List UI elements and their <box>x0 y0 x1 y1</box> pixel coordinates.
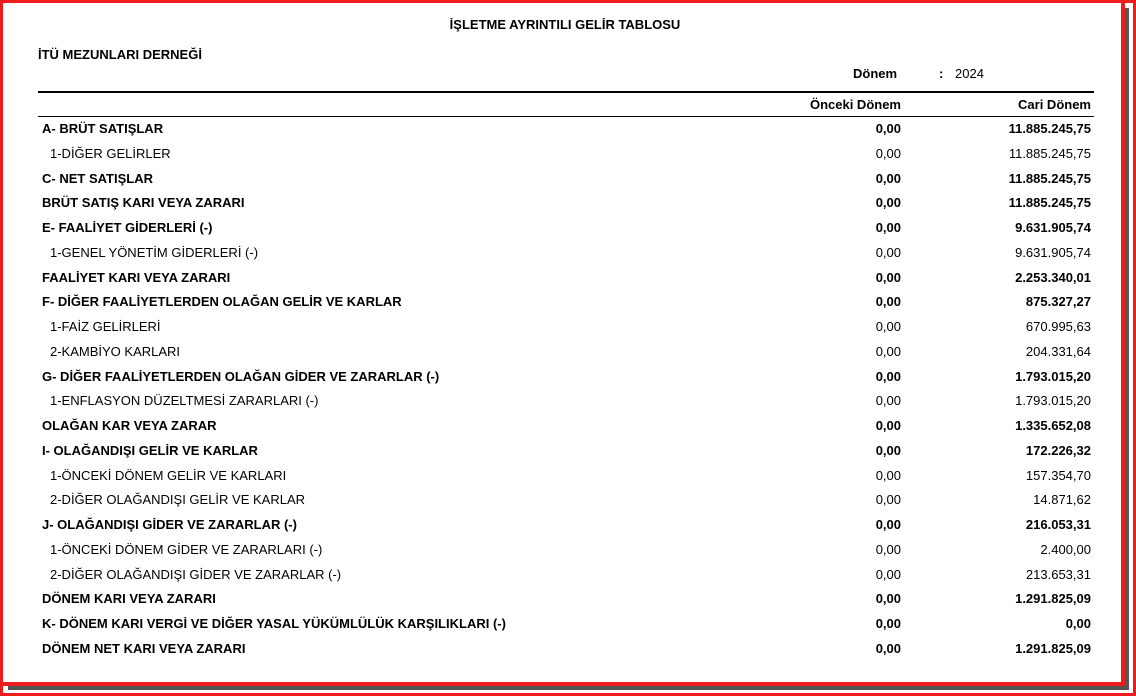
row-current-value: 1.793.015,20 <box>1015 368 1091 384</box>
row-previous-value: 0,00 <box>875 269 901 285</box>
row-label: 1-GENEL YÖNETİM GİDERLERİ (-) <box>50 244 259 260</box>
row-label: E- FAALİYET GİDERLERİ (-) <box>42 220 213 235</box>
organization-name: İTÜ MEZUNLARI DERNEĞİ <box>38 47 202 62</box>
table-row <box>38 464 1094 489</box>
row-label: 1-ENFLASYON DÜZELTMESİ ZARARLARI (-) <box>50 393 319 409</box>
table-row <box>38 191 1094 216</box>
row-current-value: 11.885.245,75 <box>1008 145 1091 161</box>
row-current-value: 875.327,27 <box>1025 294 1091 310</box>
row-label: FAALİYET KARI VEYA ZARARI <box>42 269 231 285</box>
row-previous-value: 0,00 <box>875 195 901 211</box>
column-header-previous: Önceki Dönem <box>809 97 901 112</box>
row-current-value: 9.631.905,74 <box>1015 220 1091 235</box>
row-current-value: 670.995,63 <box>1025 319 1091 334</box>
row-label: 1-ÖNCEKİ DÖNEM GELİR VE KARLARI <box>50 467 287 483</box>
table-row <box>38 340 1094 365</box>
row-label: 2-DİĞER OLAĞANDIŞI GELİR VE KARLAR <box>50 492 306 508</box>
row-label: K- DÖNEM KARI VERGİ VE DİĞER YASAL YÜKÜMLÜLÜK KARŞILIKLARI (-) <box>42 616 506 631</box>
table-row <box>38 241 1094 266</box>
income-statement-table <box>38 117 1094 662</box>
period-separator: : <box>939 66 944 81</box>
row-previous-value: 0,00 <box>875 442 901 458</box>
row-label: C- NET SATIŞLAR <box>42 170 153 186</box>
row-previous-value: 0,00 <box>875 319 901 334</box>
row-previous-value: 0,00 <box>875 591 901 607</box>
table-row <box>38 538 1094 563</box>
row-label: J- OLAĞANDIŞI GİDER VE ZARARLAR (-) <box>42 517 297 532</box>
table-row <box>38 266 1094 291</box>
period-value: 2024 <box>955 66 984 81</box>
table-row <box>38 290 1094 315</box>
table-row <box>38 167 1094 192</box>
row-label: 1-ÖNCEKİ DÖNEM GİDER VE ZARARLARI (-) <box>50 541 323 557</box>
row-current-value: 2.253.340,01 <box>1015 269 1091 285</box>
row-previous-value: 0,00 <box>875 566 901 582</box>
row-previous-value: 0,00 <box>875 145 901 161</box>
row-previous-value: 0,00 <box>875 492 901 508</box>
table-row <box>38 587 1094 612</box>
row-label: DÖNEM NET KARI VEYA ZARARI <box>42 640 246 656</box>
row-current-value: 213.653,31 <box>1025 566 1091 582</box>
period-label: Dönem <box>853 66 898 81</box>
row-label: DÖNEM KARI VEYA ZARARI <box>42 591 216 607</box>
row-current-value: 14.871,62 <box>1033 492 1091 508</box>
row-label: 1-FAİZ GELİRLERİ <box>50 319 161 334</box>
frame-shadow-right <box>1125 8 1129 690</box>
table-row <box>38 216 1094 241</box>
row-label: OLAĞAN KAR VEYA ZARAR <box>42 418 217 433</box>
table-row <box>38 563 1094 588</box>
table-row <box>38 117 1094 142</box>
row-label: A- BRÜT SATIŞLAR <box>42 121 164 136</box>
table-row <box>38 389 1094 414</box>
row-previous-value: 0,00 <box>875 393 901 409</box>
table-row <box>38 439 1094 464</box>
row-previous-value: 0,00 <box>875 467 901 483</box>
row-current-value: 216.053,31 <box>1025 517 1091 532</box>
row-previous-value: 0,00 <box>875 244 901 260</box>
report-title: İŞLETME AYRINTILI GELİR TABLOSU <box>449 17 681 32</box>
row-current-value: 1.291.825,09 <box>1015 591 1091 607</box>
row-current-value: 11.885.245,75 <box>1008 121 1091 136</box>
table-row <box>38 488 1094 513</box>
row-previous-value: 0,00 <box>875 343 901 359</box>
row-previous-value: 0,00 <box>875 121 901 136</box>
table-row <box>38 315 1094 340</box>
row-current-value: 172.226,32 <box>1025 442 1091 458</box>
row-label: 1-DİĞER GELİRLER <box>50 145 171 161</box>
row-previous-value: 0,00 <box>875 541 901 557</box>
row-current-value: 204.331,64 <box>1025 343 1091 359</box>
row-current-value: 157.354,70 <box>1025 467 1091 483</box>
table-row <box>38 513 1094 538</box>
row-current-value: 11.885.245,75 <box>1008 170 1091 186</box>
row-previous-value: 0,00 <box>875 220 901 235</box>
table-row <box>38 142 1094 167</box>
table-row <box>38 612 1094 637</box>
row-current-value: 11.885.245,75 <box>1008 195 1091 211</box>
table-row <box>38 414 1094 439</box>
row-previous-value: 0,00 <box>875 170 901 186</box>
table-row <box>38 365 1094 390</box>
row-label: G- DİĞER FAALİYETLERDEN OLAĞAN GİDER VE ZARARLAR (-) <box>42 368 440 384</box>
row-current-value: 1.335.652,08 <box>1015 418 1091 433</box>
row-previous-value: 0,00 <box>875 368 901 384</box>
row-label: 2-KAMBİYO KARLARI <box>50 343 181 359</box>
row-current-value: 2.400,00 <box>1040 541 1091 557</box>
row-previous-value: 0,00 <box>875 294 901 310</box>
row-label: I- OLAĞANDIŞI GELİR VE KARLAR <box>42 442 258 458</box>
row-current-value: 9.631.905,74 <box>1015 244 1091 260</box>
row-label: F- DİĞER FAALİYETLERDEN OLAĞAN GELİR VE KARLAR <box>42 294 402 310</box>
row-current-value: 1.291.825,09 <box>1015 640 1091 656</box>
table-top-rule <box>38 91 1094 93</box>
row-label: BRÜT SATIŞ KARI VEYA ZARARI <box>42 195 245 211</box>
column-header-current: Cari Dönem <box>1018 97 1091 112</box>
row-label: 2-DİĞER OLAĞANDIŞI GİDER VE ZARARLAR (-) <box>50 566 342 582</box>
table-row <box>38 637 1094 662</box>
row-previous-value: 0,00 <box>875 517 901 532</box>
row-previous-value: 0,00 <box>875 418 901 433</box>
frame-shadow-bottom <box>8 686 1129 690</box>
row-previous-value: 0,00 <box>875 640 901 656</box>
row-current-value: 0,00 <box>1065 616 1091 631</box>
row-previous-value: 0,00 <box>875 616 901 631</box>
row-current-value: 1.793.015,20 <box>1015 393 1091 409</box>
